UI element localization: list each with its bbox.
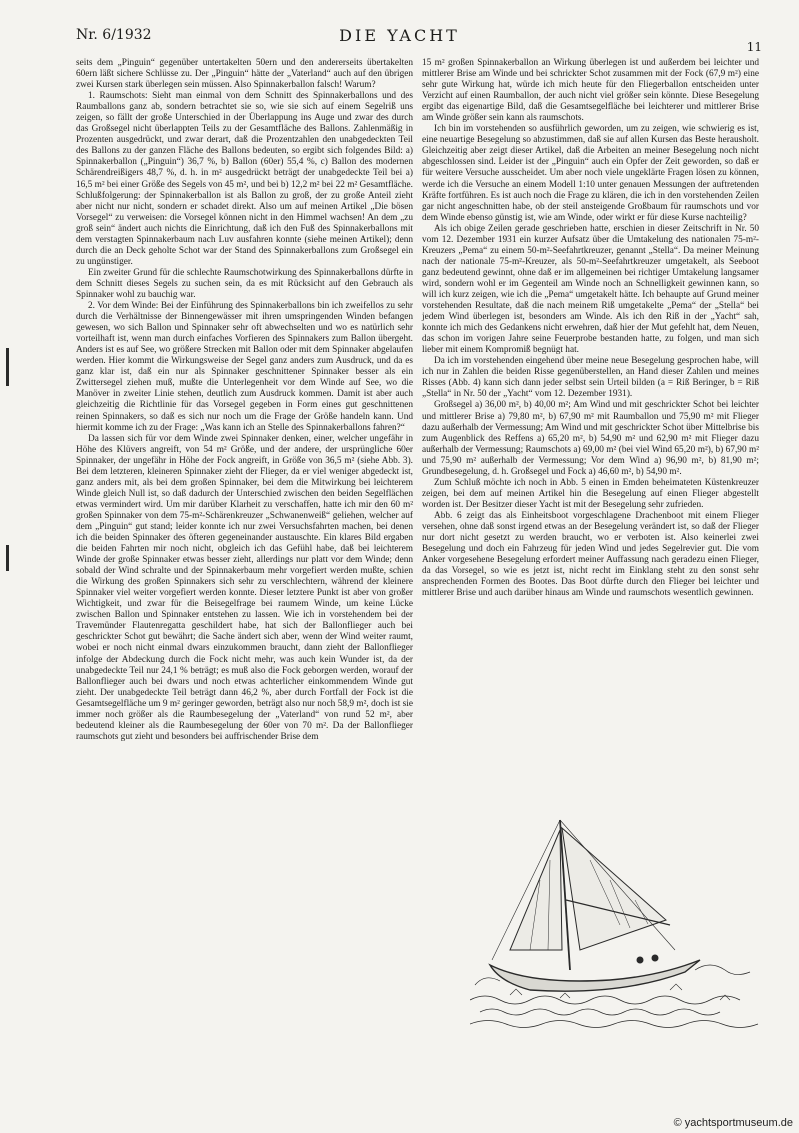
sailboat-illustration xyxy=(470,800,765,1032)
paragraph: Als ich obige Zeilen gerade geschrieben hatte, erschien in dieser Zeitschrift in Nr. 50 vom 12. Dezember 1931 ein kurzer Aufsatz über die Umtakelung des nationalen 75-m²-Kreuzers „Pema“ zu einem 50-m²-Seefahrtkreuzer, genannt „Stella“. Da meiner Meinung nach der nationale 75-m²-Kreuzer, als 50-m²-Seefahrtkreuzer umgetakelt, als Seeboot ganz bedeutend gewinnt, ohne daß er im allgemeinen bei richtiger Umtakelung langsamer wird, sondern wohl er im Gegenteil am Winde noch an Schnelligkeit gewinnen kann, so will ich kurz zeigen, wie ich die „Pema“ umgetakelt hätte. Ich behaupte auf Grund meiner vorstehenden Resultate, daß die nach meinem Riß umgetakelte „Pema“ der „Stella“ bei jedem Wind überlegen ist, besonders am Winde. Als ich den Riß in der „Yacht“ sah, konnte ich mich des Gedankens nicht erwehren, daß hier der Mut gefehlt hat, dem Neuen, das schon im vorigen Jahre seine Feuerprobe bestanden hatte, zu folgen, und man sich lieber mit einem Kompromiß begnügt hat. xyxy=(422,223,759,356)
copyright-watermark: © yachtsportmuseum.de xyxy=(673,1117,793,1129)
paragraph: seits dem „Pinguin“ gegenüber untertakelten 50ern und den andererseits übertakelten 60ern läßt sichere Schlüsse zu. Der „Pinguin“ hätte der „Vaterland“ auch auf den übrigen zwei Kursen stark überlegen sein müssen. Also Spinnakerballon falsch! Warum? xyxy=(76,58,413,91)
paragraph: 1. Raumschots: Sieht man einmal von dem Schnitt des Spinnakerballons und des Raumballons ganz ab, sondern betrachtet sie so, wie sie sich auf einem Segelriß uns zeigen, so fällt der große Unterschied in der Überlappung ins Auge und zwar des durch das Großsegel nicht überlappten Teils zu der Gesamtfläche des Ballons. Zahlenmäßig in Prozenten ausgedrückt, und zwar derart, daß die Prozentzahlen den unabgedeckten Teil des Ballons zu der ganzen Fläche des Ballons bedeuten, so ergibt sich folgendes Bild: a) Spinnakerballon („Pinguin“) 36,7 %, b) Ballon (60er) 55,4 %, c) Ballon des modernen Schärendreißigers 48,7 %, d. h. in m² ausgedrückt beträgt der unabgedeckte Teil bei a) 16,5 m² bei einer Größe des Segels von 45 m², und bei b) 12,2 m² bei 22 m² Gesamtfläche. Schlußfolgerung: der Spinnakerballon ist als Ballon zu groß, der zu große Anteil zieht aber nicht nur nicht, sondern er schadet direkt. Also um auf meinen Artikel „Die bösen Vorsegel“ zu verweisen: die Vorsegel können nicht in den Himmel wachsen! An dem „zu groß sein“ ändert auch nichts die Einrichtung, daß ich den Fuß des Spinnakerballons mit dem verstagten Spinnakerbaum nach Luv ausfahren konnte (siehe meinen Artikel); denn durch die an Deck geholte Schot war der Stand des Spinnakerballons zum Großsegel ein zu ungünstiger. xyxy=(76,91,413,267)
paragraph: Da ich im vorstehenden eingehend über meine neue Besegelung gesprochen habe, will ich nur in Zahlen die beiden Risse gegenüberstellen, an Hand dieser Zahlen und meines Risses (Abb. 4) kann sich dann jeder selbst sein Urteil bilden (a = Riß Beringer, b = Riß „Stella“ in Nr. 50 der „Yacht“ vom 12. Dezember 1931). xyxy=(422,356,759,400)
paragraph: 15 m² großen Spinnakerballon an Wirkung überlegen ist und außerdem bei leichter und mittlerer Brise am Winde und bei schrickter Schot zusammen mit der Fock (67,9 m²) eine sehr gute Wirkung hat, würde ich mich heute für den Fliegerballon entscheiden unter Verzicht auf einen Raumballon, der auch nicht viel größer sein könnte. Diese Besegelung ergibt das eigenartige Bild, daß die Gesamtsegelfläche bei leichterer und mittlerer Brise am Winde größer sein kann als raumschots. xyxy=(422,58,759,124)
paragraph: Abb. 6 zeigt das als Einheitsboot vorgeschlagene Drachenboot mit einem Flieger versehen, ohne daß sonst irgend etwas an der Besegelung verändert ist, so daß der Flieger nur dort nicht gesetzt zu werden braucht, wo er verboten ist. Also keinerlei zwei Besegelung und doch ein Fahrzeug für jeden Wind und jedes Segelrevier gut. Die vom Anker vorgesehene Besegelung erfordert meiner Auffassung nach geradezu einen Flieger, da das Vorsegel, so wie es jetzt ist, nicht recht im Einklang steht zu den sonst sehr ansprechenden Formen des Bootes. Das Boot dürfte durch den Flieger bei leichter und mittlerer Brise und auch darüber hinaus am Winde und raumschots wesentlich gewinnen. xyxy=(422,510,759,599)
right-column xyxy=(422,58,759,599)
paragraph: Da lassen sich für vor dem Winde zwei Spinnaker denken, einer, welcher ungefähr in Höhe des Klüvers angreift, von 54 m² Größe, und der andere, der ursprüngliche 60er Spinnaker, der ungefähr in Höhe der Fock angreift, in Größe von 36,5 m² (siehe Abb. 3). Bei dem letzteren, kleineren Spinnaker zieht der Flieger, da er viel weniger abgedeckt ist, ganz anders mit, als bei dem großen Spinnaker, bei dem die Mitwirkung bei leichterem Winde gleich Null ist, so daß dadurch der Unterschied zwischen den beiden Segelflächen etwas vermindert wird. Um mir darüber Klarheit zu verschaffen, hatte ich mir den 60 m² großen Spinnaker von dem 75-m²-Schärenkreuzer „Schwanenweiß“ geliehen, welcher auf dem „Pinguin“ gut stand; leider konnte ich nur zwei Versuchsfahrten machen, bei denen ich die beiden Spinnaker des öfteren gegeneinander austauschte. Ein klares Bild ergaben die beiden Fahrten mir noch nicht, obgleich ich das Gefühl habe, daß bei leichterem Winde der große Spinnaker etwas besser zieht, allerdings nur platt vor dem Winde; denn sobald der Wind schralte und der Spinnakerbaum mehr vorgefiert werden mußte, schien die Wirkung des großen Spinnakers sich sehr zu verschlechtern, während der kleinere Spinnaker viel weiter vorgefiert werden konnte. Dieser letztere Punkt ist aber von großer Wichtigkeit, und zwar für die Beisegelfrage bei raumem Winde, um keine Lücke zwischen Ballon und Spinnaker entstehen zu lassen. Wie ich in vorstehendem bei der Travemünder Flautenregatta geschildert habe, hat sich der Ballonflieger auch bei geschrickter Schot gut bewährt; die Sache ändert sich aber, wenn der Wind weiter raumt, wobei er noch nicht einmal dwars einzukommen braucht, dann zieht der Ballonflieger infolge der Abdeckung durch die Fock nicht mehr, was auch kein Wunder ist, da der unabgedeckte Teil nur 24,1 % beträgt; es muß also die Fock geborgen werden, worauf der Ballonflieger auch bei dwars und noch etwas achterlicher einkommendem Winde gut zieht. Der unabgedeckte Teil beträgt dann 46,2 %, aber durch Fortfall der Fock ist die Gesamtsegelfläche um 9 m² geringer geworden, beträgt also nur noch 58,9 m², doch ist sie immer noch größer als die Raumbesegelung der „Vaterland“ von rund 52 m², aber bedeutend kleiner als die Raumbesegelung der 60er von 70 m². Da der Ballonflieger raumschots gut zieht und besonders bei auffrischender Brise dem xyxy=(76,433,413,742)
paragraph: Ein zweiter Grund für die schlechte Raumschotwirkung des Spinnakerballons dürfte in dem Schnitt dieses Segels zu suchen sein, da es mit Rücksicht auf den Gebrauch als Spinnaker wohl zu bauchig war. xyxy=(76,267,413,300)
magazine-title: DIE YACHT xyxy=(339,26,460,45)
left-column xyxy=(76,58,413,743)
binding-mark xyxy=(6,545,9,571)
paragraph: 2. Vor dem Winde: Bei der Einführung des Spinnakerballons bin ich zweifellos zu sehr durch die Verhältnisse der Binnengewässer mit ihren umspringenden Winden befangen gewesen, wo sich Ballon und Spinnaker sehr oft abwechselten und wo es natürlich sehr vorteilhaft ist, wenn man durch einfaches Vorfieren des Spinnakers zum Ballon übergeht. Anders ist es auf See, wo größere Strecken mit Ballon oder mit dem Spinnaker abgelaufen werden. Hier kommt die Wirkungsweise der Segel ganz anders zum Ausdruck, und da es ganz klar ist, daß ein nur als Spinnaker geschnittener Spinnaker besser als ein Zwittersegel ziehen muß, mußte die Unterlegenheit vor dem Winde auf See, wo die Manöver in zweiter Linie stehen, deutlich zum Ausdruck kommen. Damit ist aber auch gleichzeitig die Richtlinie für das Vorsegel gegeben in Form eines gut geschnittenen reinen Spinnakers, so daß es sich nur noch um die Frage der Größe handeln kann. Und hiermit komme ich zu der Frage: „Was kann ich an Stelle des Spinnakerballons fahren?“ xyxy=(76,301,413,433)
paragraph: Ich bin im vorstehenden so ausführlich geworden, um zu zeigen, wie schwierig es ist, eine neuartige Besegelung so abzustimmen, daß sie auf allen Kursen das Beste herausholt. Gleichzeitig aber zeigt dieser Artikel, daß die Arbeiten an meiner Besegelung noch nicht abgeschlossen sind. Leider ist der „Pinguin“ auch ein Opfer der Zeit geworden, so daß er für weitere Versuche ausscheidet. Um aber noch viele ungeklärte Fragen lösen zu können, werde ich die Versuche an einem Modell 1:10 unter genauen Messungen der auftretenden Kräfte fortführen. Es ist auch noch die Frage zu klären, die ich in den vorstehenden Zeilen gar nicht angeschnitten habe, ob der steil ansteigende Großbaum für raumschots und vor dem Winde ebenso günstig ist, wie am Winde, oder wirkt er für diese Kurse nachteilig? xyxy=(422,124,759,223)
page-number: 11 xyxy=(746,40,762,54)
binding-mark xyxy=(6,348,9,386)
foresail xyxy=(510,830,562,950)
hull xyxy=(490,960,700,991)
paragraph: Großsegel a) 36,00 m², b) 40,00 m²; Am Wind und mit geschrickter Schot bei leichter und mittlerer Brise a) 79,80 m², b) 67,90 m² mit Raumballon und 75,90 m² mit Flieger dazu außerhalb der Vermessung; Am Wind und mit geschrickter Schot über Mittelbrise bis zum Augenblick des Reffens a) 65,20 m², b) 54,90 m² und 62,90 m² mit Flieger dazu außerhalb der Vermessung; Raumschots a) 69,00 m² (bei viel Wind 65,20 m²), b) 67,90 m² und 75,90 m² außerhalb der Vermessung; Vor dem Wind a) 96,90 m², b) 81,90 m²; Grundbesegelung, d. h. Großsegel und Fock a) 46,60 m², b) 54,90 m². xyxy=(422,400,759,477)
issue-number: Nr. 6/1932 xyxy=(76,27,152,43)
paragraph: Zum Schluß möchte ich noch in Abb. 5 einen in Emden beheimateten Küstenkreuzer zeigen, bei dem auf meinen Artikel hin die Besegelung auf einen Flieger abgestellt worden ist. Der Besitzer dieser Yacht ist mit der Besegelung sehr zufrieden. xyxy=(422,477,759,510)
